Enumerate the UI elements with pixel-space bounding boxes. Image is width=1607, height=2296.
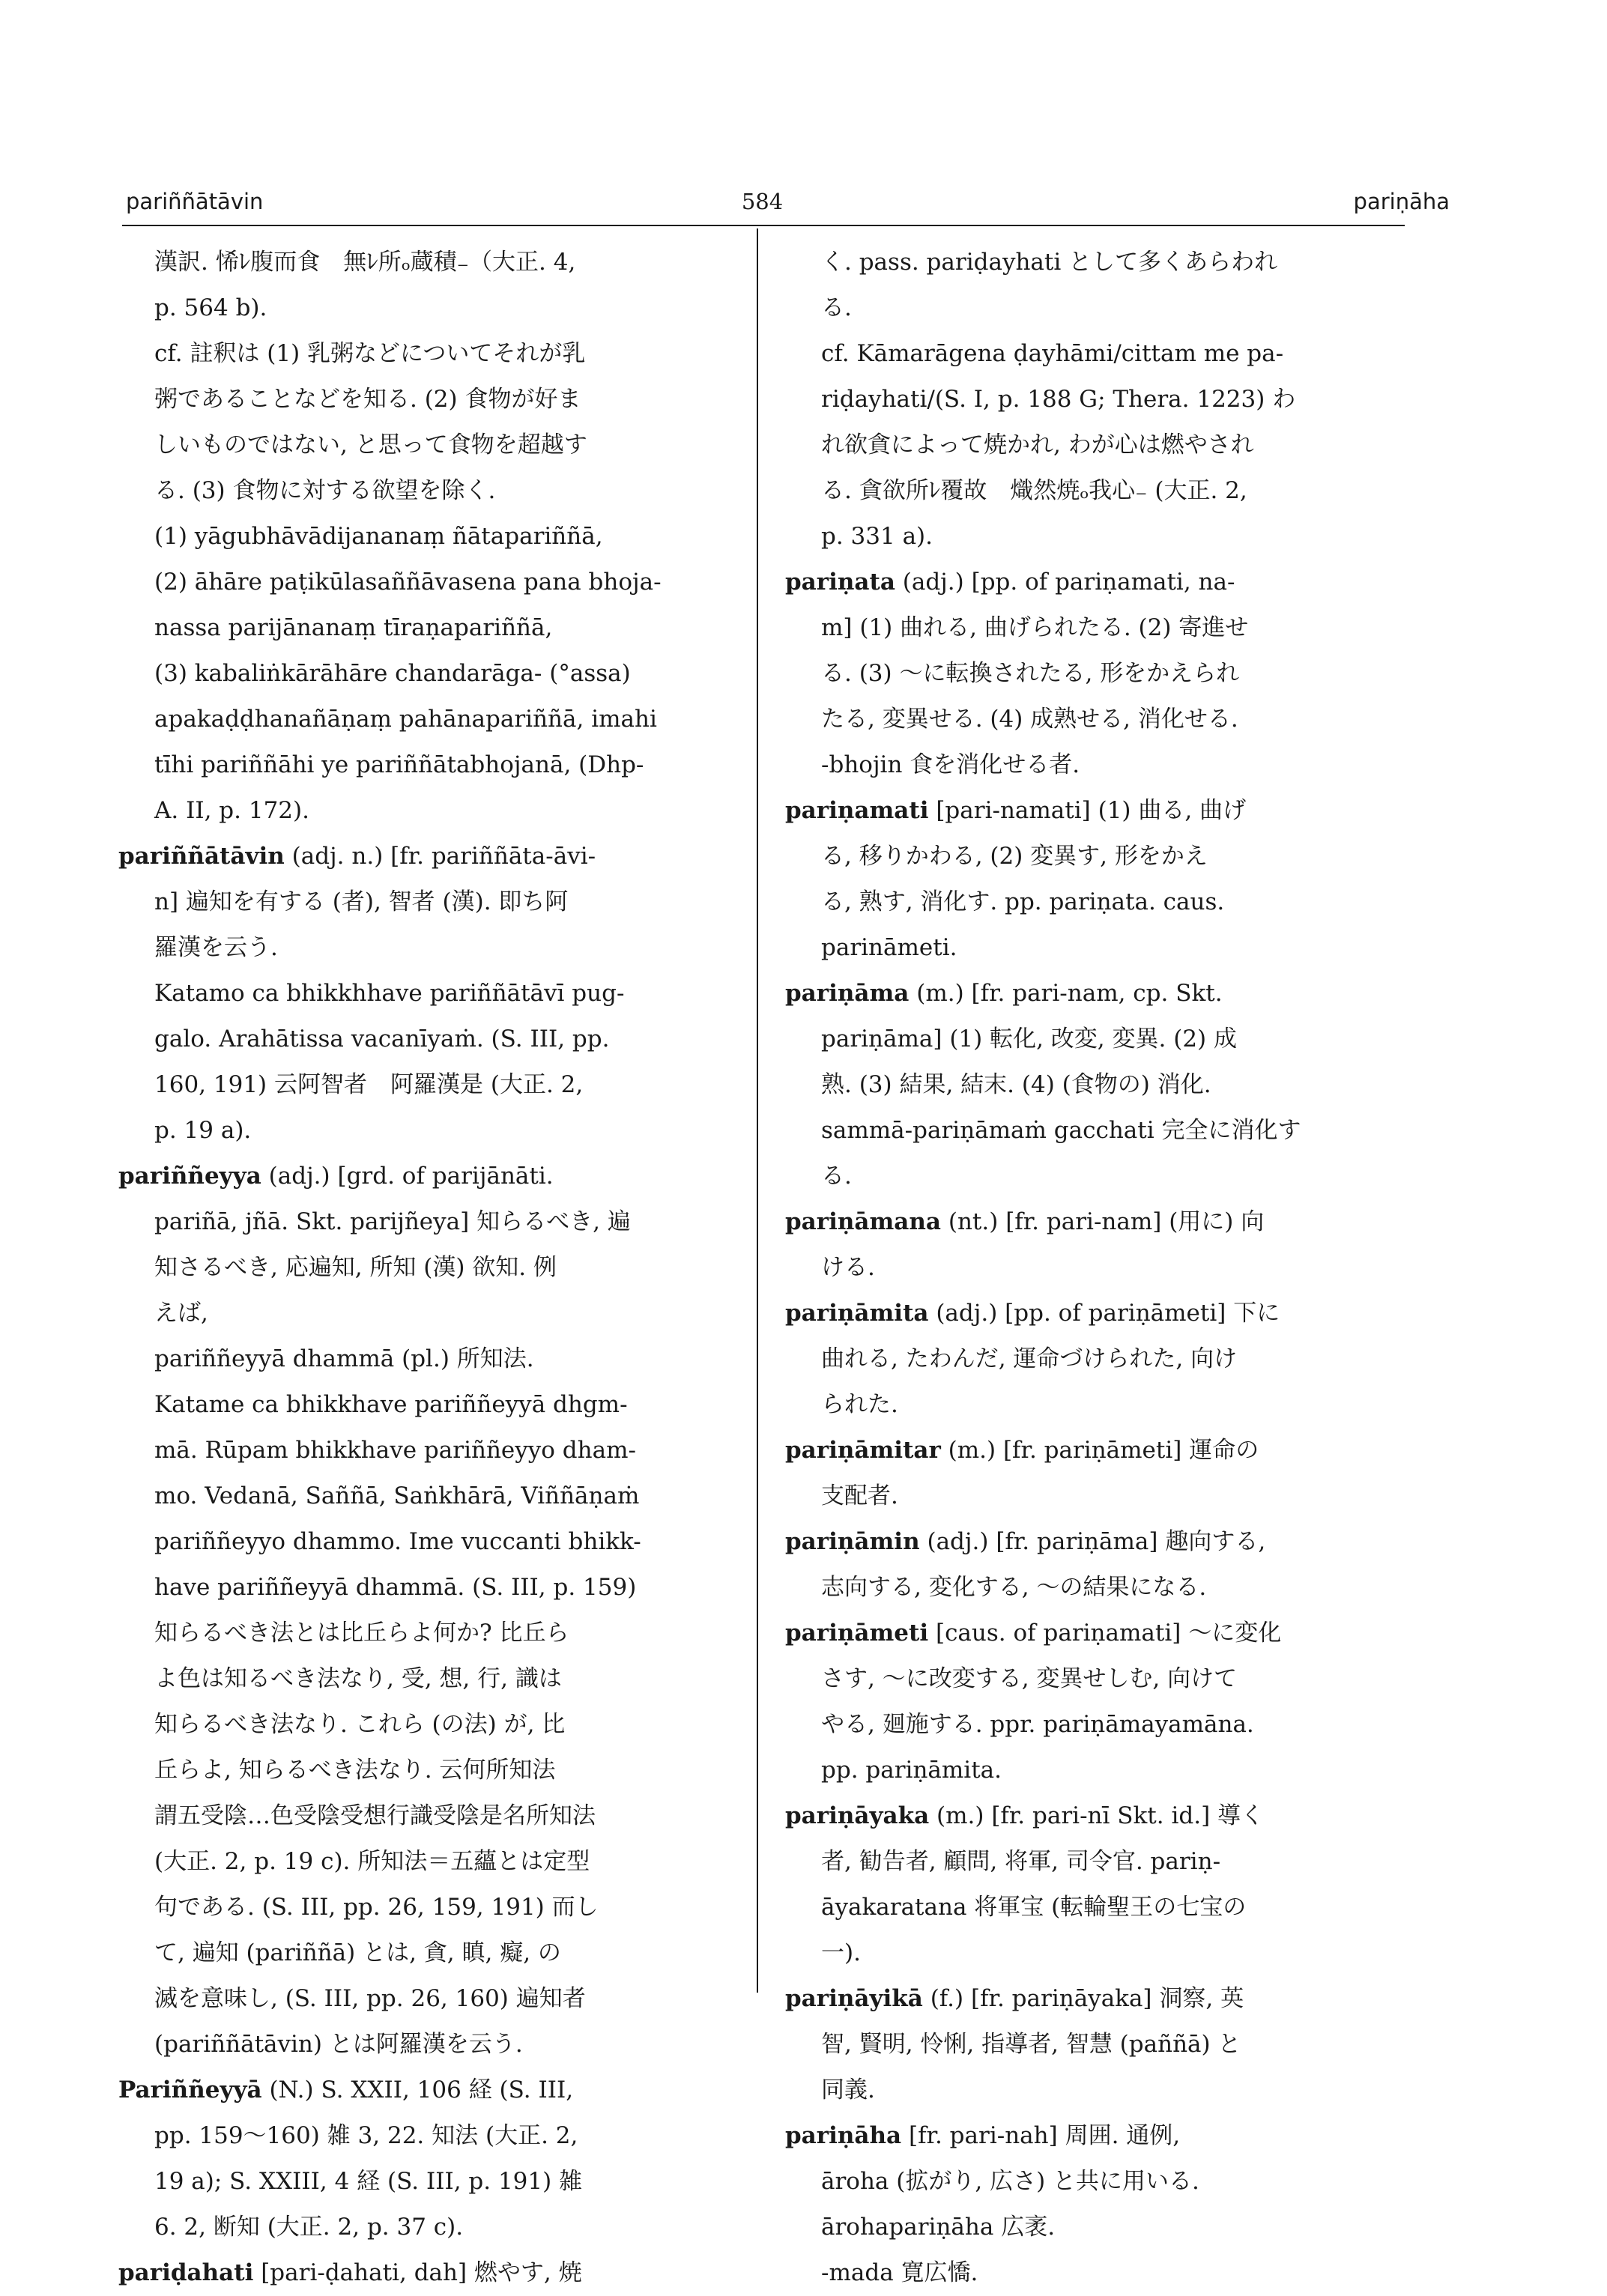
entry-text-line: p. 564 b). [154, 294, 267, 321]
entry-text-line: sammā-pariṇāmaṁ gacchati 完全に消化す [821, 1117, 1301, 1144]
entry-text-line: しいものではない, と思って食物を超越す [154, 431, 587, 458]
entry-text-line: Katamo ca bhikkhhave pariññātāvī pug- [154, 980, 625, 1007]
entry-text-line: る, 熟す, 消化す. pp. pariṇata. caus. [821, 888, 1225, 915]
headword: pariṇāmitar [785, 1437, 941, 1464]
entry-text: (adj. n.) [fr. pariññāta-āvi- [284, 843, 596, 870]
entry-text-line: have pariññeyyā dhammā. (S. III, p. 159) [154, 1574, 637, 1601]
entry-text-line: 知らるべき法とは比丘らよ何か? 比丘ら [154, 1620, 569, 1647]
entry-text-line: mo. Vedanā, Saññā, Saṅkhārā, Viññāṇaṁ [154, 1482, 640, 1509]
entry-text: [caus. of pariṇamati] 〜に変化 [928, 1620, 1282, 1647]
entry-headword-line [785, 1291, 1407, 1336]
entry-text-line: る. (3) 〜に転換されたる, 形をかえられ [821, 660, 1240, 687]
entry-headword-line [785, 1428, 1407, 1473]
entry-text: (adj.) [pp. of pariṇamati, na- [895, 569, 1235, 596]
entry-headword-line [118, 1154, 740, 1199]
headword: pariṇāha [785, 2122, 902, 2149]
entry-text-line: よ色は知るべき法なり, 受, 想, 行, 識は [154, 1665, 562, 1692]
entry-text-line: さす, 〜に改変する, 変異せしむ, 向けて [821, 1665, 1238, 1692]
entry-text-line: A. II, p. 172). [154, 797, 309, 824]
header-rule [122, 225, 1405, 226]
entry-text-line: 6. 2, 断知 (大正. 2, p. 37 c). [154, 2214, 464, 2241]
entry-text-line: pp. 159〜160) 雑 3, 22. 知法 (大正. 2, [154, 2122, 578, 2149]
entry-text: (N.) S. XXII, 106 経 (S. III, [261, 2077, 574, 2103]
entry-text-line: る. 貪欲所ﾚ覆故 熾然焼ₒ我心₋ (大正. 2, [821, 477, 1247, 504]
entry-text-line: pariññeyyā dhammā (pl.) 所知法. [154, 1345, 534, 1372]
entry-text-line: 19 a); S. XXIII, 4 経 (S. III, p. 191) 雑 [154, 2168, 583, 2195]
entry-text-line: 者, 勧告者, 顧問, 将軍, 司令官. pariṇ- [821, 1848, 1221, 1875]
entry-text-line: -mada 寛広憍. [821, 2259, 978, 2286]
entry-text-line: pariṇāma] (1) 転化, 改変, 変異. (2) 成 [821, 1026, 1237, 1052]
entry-text-line: る. [821, 294, 852, 321]
entry-text: (m.) [fr. pari-nam, cp. Skt. [909, 980, 1223, 1007]
left-column [118, 240, 740, 2296]
page-number: 584 [741, 189, 784, 214]
entry-text-line: 智, 賢明, 怜悧, 指導者, 智慧 (paññā) と [821, 2031, 1241, 2058]
entry-headword-line [118, 834, 740, 879]
entry-headword-line [785, 2113, 1407, 2159]
entry-text-line: 知さるべき, 応遍知, 所知 (漢) 欲知. 例 [154, 1254, 557, 1281]
page-header [120, 189, 1450, 219]
headword: pariṇāyaka [785, 1802, 930, 1829]
entry-text-line: pariññeyyo dhammo. Ime vuccanti bhikk- [154, 1528, 641, 1555]
entry-text-line: る. [821, 1163, 852, 1190]
entry-text-line: Katame ca bhikkhave pariññeyyā dhgm- [154, 1391, 628, 1418]
entry-text-line: 同義. [821, 2077, 875, 2103]
entry-headword-line [785, 1519, 1407, 1565]
entry-text-line: たる, 変異せる. (4) 成熟せる, 消化せる. [821, 706, 1238, 733]
entry-text-line: 羅漢を云う. [154, 934, 278, 961]
headword: Pariññeyyā [118, 2077, 262, 2103]
entry-text: [fr. pari-nah] 周囲. 通例, [901, 2122, 1181, 2149]
entry-text-line: āroha (拡がり, 広さ) と共に用いる. [821, 2168, 1199, 2195]
headword: pariññātāvin [118, 843, 285, 870]
entry-text-line: やる, 廻施する. ppr. pariṇāmayamāna. [821, 1711, 1254, 1738]
entry-text-line: る, 移りかわる, (2) 変異す, 形をかえ [821, 843, 1208, 870]
entry-text-line: 丘らよ, 知らるべき法なり. 云何所知法 [154, 1757, 556, 1784]
headword: pariṇāmana [785, 1208, 942, 1235]
entry-text-line: (1) yāgubhāvādijananaṃ ñātapariññā, [154, 523, 603, 550]
entry-text-line: apakaḍḍhanañāṇaṃ pahānapariññā, imahi [154, 706, 657, 733]
entry-text-line: 曲れる, たわんだ, 運命づけられた, 向け [821, 1345, 1238, 1372]
entry-headword-line [785, 1976, 1407, 2022]
entry-text: (m.) [fr. pari-nī Skt. id.] 導く [929, 1802, 1265, 1829]
entry-text-line: 志向する, 変化する, 〜の結果になる. [821, 1574, 1207, 1601]
entry-text-line: 160, 191) 云阿智者 阿羅漢是 (大正. 2, [154, 1071, 584, 1098]
column-divider [757, 228, 758, 1993]
entry-text-line: galo. Arahātissa vacanīyaṁ. (S. III, pp. [154, 1026, 610, 1052]
entry-text-line: parināmeti. [821, 934, 957, 961]
headword: pariṇāmeti [785, 1620, 929, 1647]
entry-text: [pari-ḍahati, dah] 燃やす, 焼 [253, 2259, 582, 2286]
entry-text-line: られた. [821, 1391, 898, 1418]
entry-text-line: p. 331 a). [821, 523, 933, 550]
entry-text-line: れ欲貪によって焼かれ, わが心は燃やされ [821, 431, 1254, 458]
headword: pariññeyya [118, 1163, 261, 1190]
entry-text-line: (大正. 2, p. 19 c). 所知法＝五蘊とは定型 [154, 1848, 590, 1875]
headword: pariṇāyikā [785, 1985, 923, 2012]
headword: pariṇāmin [785, 1528, 920, 1555]
entry-text-line: く. pass. pariḍayhati として多くあらわれ [821, 249, 1278, 276]
entry-text-line: pp. pariṇāmita. [821, 1757, 1002, 1784]
entry-text-line: n] 遍知を有する (者), 智者 (漢). 即ち阿 [154, 888, 569, 915]
entry-text: (m.) [fr. pariṇāmeti] 運命の [940, 1437, 1259, 1464]
entry-text-line: ārohapariṇāha 広袤. [821, 2214, 1056, 2241]
headword: pariṇāmita [785, 1300, 929, 1327]
entry-headword-line [785, 560, 1407, 605]
entry-text-line: (pariññātāvin) とは阿羅漢を云う. [154, 2031, 523, 2058]
entry-text-line: 知らるべき法なり. これら (の法) が, 比 [154, 1711, 566, 1738]
entry-text-line: m] (1) 曲れる, 曲げられたる. (2) 寄進せ [821, 614, 1249, 641]
entry-text-line: 熟. (3) 結果, 結末. (4) (食物の) 消化. [821, 1071, 1211, 1098]
entry-text-line: 粥であることなどを知る. (2) 食物が好ま [154, 386, 581, 413]
entry-text-line: cf. 註釈は (1) 乳粥などについてそれが乳 [154, 340, 586, 367]
headword: pariṇāma [785, 980, 910, 1007]
entry-text-line: 支配者. [821, 1482, 898, 1509]
entry-text-line: る. (3) 食物に対する欲望を除く. [154, 477, 496, 504]
entry-text-line: nassa parijānanaṃ tīraṇapariññā, [154, 614, 553, 641]
entry-text: (adj.) [pp. of pariṇāmeti] 下に [928, 1300, 1280, 1327]
running-head-right: pariṇāha [1353, 189, 1450, 214]
entry-headword-line [118, 2250, 740, 2296]
running-head-left: pariññātāvin [126, 189, 264, 214]
entry-headword-line [785, 1611, 1407, 1656]
entry-text-line: 句である. (S. III, pp. 26, 159, 191) 而し [154, 1894, 599, 1921]
headword: pariṇamati [785, 797, 929, 824]
entry-text-line: pariñā, jñā. Skt. parijñeya] 知らるべき, 遍 [154, 1208, 631, 1235]
entry-text-line: riḍayhati/(S. I, p. 188 G; Thera. 1223) わ [821, 386, 1296, 413]
entry-text-line: cf. Kāmarāgena ḍayhāmi/cittam me pa- [821, 340, 1284, 367]
entry-text-line: mā. Rūpam bhikkhave pariññeyyo dham- [154, 1437, 636, 1464]
entry-headword-line [118, 2068, 740, 2113]
entry-headword-line [785, 971, 1407, 1017]
entry-text: (adj.) [fr. pariṇāma] 趣向する, [919, 1528, 1266, 1555]
right-column [785, 240, 1407, 2296]
entry-text: (nt.) [fr. pari-nam] (用に) 向 [941, 1208, 1265, 1235]
entry-text-line: (3) kabaliṅkārāhāre chandarāga- (°assa) [154, 660, 631, 687]
entry-text-line: -bhojin 食を消化せる者. [821, 751, 1080, 778]
entry-text: (adj.) [grd. of parijānāti. [261, 1163, 554, 1190]
entry-text: (f.) [fr. pariṇāyaka] 洞察, 英 [922, 1985, 1244, 2012]
entry-text-line: 一). [821, 1939, 861, 1966]
entry-text-line: えば, [154, 1300, 208, 1327]
entry-text-line: 漢訳. 悕ﾚ腹而食 無ﾚ所ₒ蔵積₋（大正. 4, [154, 249, 576, 276]
entry-text-line: ける. [821, 1254, 875, 1281]
entry-text-line: 謂五受陰…色受陰受想行識受陰是名所知法 [154, 1802, 596, 1829]
entry-headword-line [785, 1793, 1407, 1839]
entry-headword-line [785, 788, 1407, 834]
headword: pariṇata [785, 569, 895, 596]
entry-headword-line [785, 1199, 1407, 1245]
entry-text-line: (2) āhāre paṭikūlasaññāvasena pana bhoja- [154, 569, 662, 596]
entry-text-line: tīhi pariññāhi ye pariññātabhojanā, (Dhp- [154, 751, 644, 778]
headword: pariḍahati [118, 2259, 254, 2286]
entry-text-line: p. 19 a). [154, 1117, 252, 1144]
entry-text-line: 滅を意味し, (S. III, pp. 26, 160) 遍知者 [154, 1985, 586, 2012]
entry-text-line: て, 遍知 (pariññā) とは, 貪, 瞋, 癡, の [154, 1939, 561, 1966]
entry-text: [pari-namati] (1) 曲る, 曲げ [928, 797, 1247, 824]
entry-text-line: āyakaratana 将軍宝 (転輪聖王の七宝の [821, 1894, 1247, 1921]
